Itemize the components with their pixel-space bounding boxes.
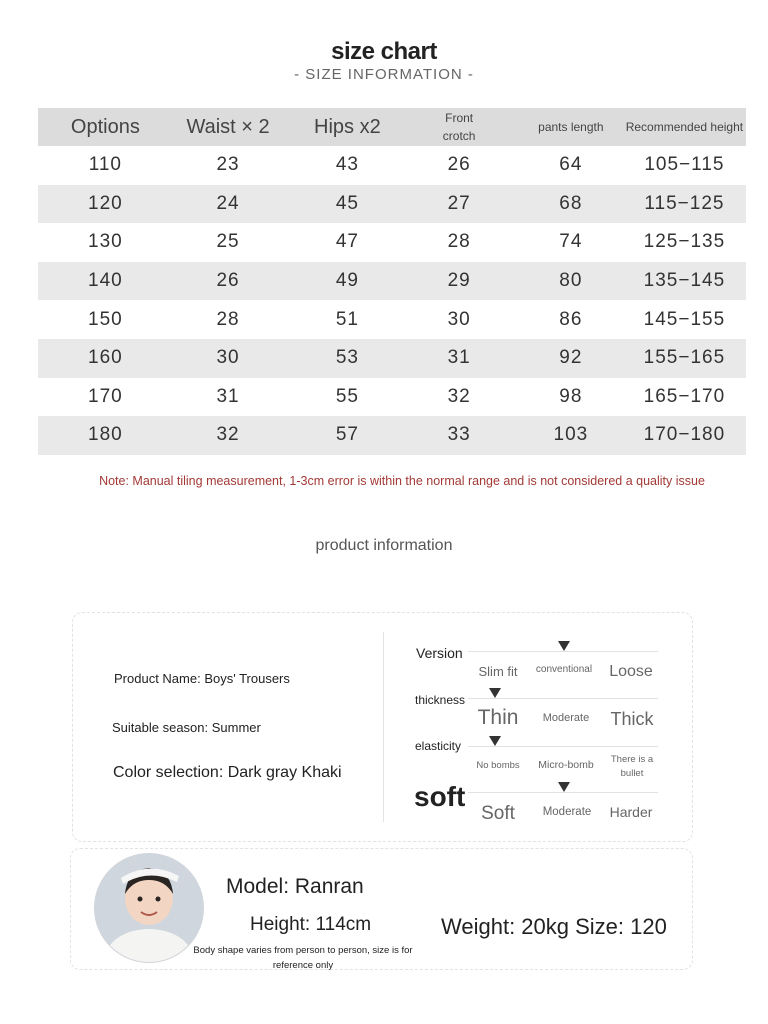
attr-thickness-option: Thick [610,709,654,729]
table-row [38,300,746,339]
selected-marker-icon [489,736,501,746]
attr-version-option: Slim fit [478,664,518,679]
cell-option: 150 [88,308,123,330]
selected-marker-icon [489,688,501,698]
cell-pants-length: 64 [559,154,583,176]
size-table [38,108,746,455]
cell-front-crotch: 32 [447,385,471,407]
cell-pants-length: 103 [553,424,589,446]
selected-marker-icon [558,641,570,651]
attr-thickness-line [468,698,658,699]
info-divider [383,632,384,822]
cell-pants-length: 98 [559,385,583,407]
attr-version-option: conventional [535,664,593,675]
header-front-crotch: Front crotch [442,111,476,143]
product-name: Product Name: Boys' Trousers [114,671,290,686]
cell-front-crotch: 29 [447,270,471,292]
cell-pants-length: 86 [559,308,583,330]
table-row [38,262,746,301]
cell-height: 115−125 [644,192,725,214]
cell-waist: 28 [216,308,240,330]
cell-hips: 53 [335,347,359,369]
cell-front-crotch: 27 [447,192,471,214]
table-row [38,416,746,455]
model-name: Model: Ranran [226,875,364,898]
product-color: Color selection: Dark gray Khaki [113,764,342,781]
header-recommended-height: Recommended height [625,120,744,134]
cell-height: 155−165 [643,347,726,369]
cell-pants-length: 74 [559,231,583,253]
header-options: Options [70,115,140,138]
cell-waist: 24 [216,192,240,214]
cell-option: 180 [88,424,123,446]
table-row [38,378,746,417]
cell-hips: 57 [335,424,359,446]
model-note: Body shape varies from person to person, size is for reference only [193,945,413,971]
table-row [38,146,746,185]
cell-front-crotch: 30 [447,308,471,330]
attr-elasticity-option: Micro-bomb [538,759,594,771]
attr-thickness-label: thickness [415,693,466,707]
attr-version-label: Version [416,645,463,661]
cell-hips: 45 [335,192,359,214]
table-header-row [38,108,746,146]
header-pants-length: pants length [538,120,604,134]
cell-option: 130 [88,231,123,253]
table-row [38,185,746,224]
header-waist: Waist × 2 [186,115,270,138]
product-information-title: product information [315,537,453,554]
cell-option: 160 [88,347,123,369]
attr-softness-option: Harder [609,804,653,820]
cell-hips: 55 [335,385,359,407]
cell-waist: 25 [216,231,240,253]
cell-pants-length: 68 [559,192,583,214]
model-weight-size: Weight: 20kg Size: 120 [441,914,667,939]
cell-waist: 23 [216,154,240,176]
cell-waist: 32 [216,424,240,446]
cell-height: 105−115 [644,154,725,176]
table-row [38,223,746,262]
attr-version-line [468,651,658,652]
cell-waist: 26 [216,270,240,292]
cell-hips: 49 [335,270,359,292]
cell-front-crotch: 33 [447,424,471,446]
attr-elasticity-option: No bombs [476,760,520,771]
attr-elasticity-option: There is a bullet [610,754,654,779]
cell-option: 170 [88,385,123,407]
cell-height: 165−170 [643,385,726,407]
cell-height: 135−145 [643,270,726,292]
page-subtitle: - SIZE INFORMATION - [294,66,474,83]
cell-front-crotch: 26 [447,154,471,176]
cell-waist: 30 [216,347,240,369]
table-row [38,339,746,378]
attr-elasticity-line [468,746,658,747]
model-height: Height: 114cm [250,914,372,935]
measurement-note: Note: Manual tiling measurement, 1-3cm error is within the normal range and is not considered a quality issue [99,474,705,488]
table-body [38,146,746,455]
cell-hips: 43 [335,154,359,176]
attr-softness-line [468,792,658,793]
cell-height: 170−180 [643,424,726,446]
cell-pants-length: 80 [559,270,583,292]
attr-softness-label: soft [414,781,466,812]
cell-height: 145−155 [643,308,726,330]
attr-elasticity-label: elasticity [415,739,462,753]
cell-option: 140 [88,270,123,292]
attr-softness-option: Soft [481,803,515,824]
attr-softness-option: Moderate [542,806,592,818]
cell-hips: 47 [335,231,359,253]
cell-hips: 51 [335,308,359,330]
attr-thickness-option: Thin [477,706,519,729]
cell-front-crotch: 28 [447,231,471,253]
cell-option: 110 [88,154,122,176]
cell-height: 125−135 [643,231,726,253]
cell-front-crotch: 31 [447,347,471,369]
attr-thickness-option: Moderate [542,712,590,724]
cell-waist: 31 [216,385,240,407]
cell-option: 120 [88,192,123,214]
header-hips: Hips x2 [314,115,381,138]
page-title: size chart [331,38,437,65]
product-season: Suitable season: Summer [112,720,261,735]
attr-version-option: Loose [609,663,653,680]
selected-marker-icon [558,782,570,792]
cell-pants-length: 92 [559,347,583,369]
